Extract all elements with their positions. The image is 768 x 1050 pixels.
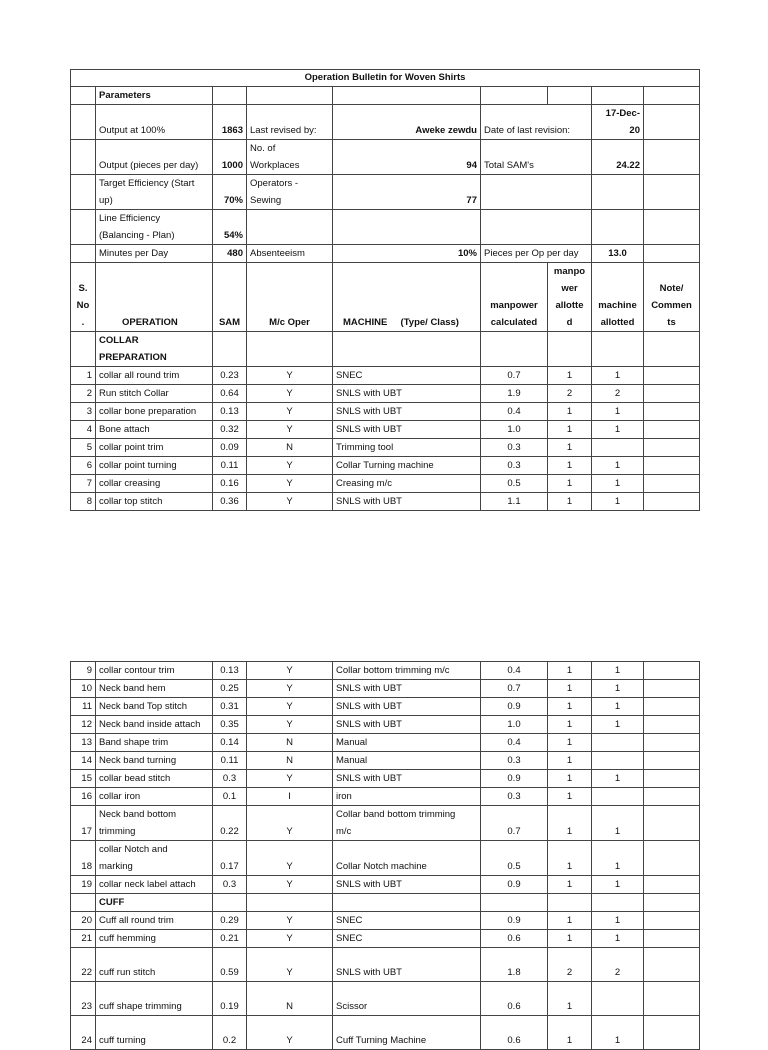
cell-no: 12 <box>71 716 96 734</box>
cell-mc: I <box>247 788 333 806</box>
cell-sam: 0.31 <box>213 698 247 716</box>
cell-ma <box>592 734 644 752</box>
cell-mp: 1 <box>548 403 592 421</box>
section-row-cuff <box>71 894 700 912</box>
cell-machine: SNLS with UBT <box>333 421 481 439</box>
cell-mp: 1 <box>548 680 592 698</box>
table-row: 22 cuff run stitch 0.59 Y SNLS with UBT 1.8 2 2 <box>71 948 700 982</box>
header-machine: MACHINE (Type/ Class) <box>333 263 481 332</box>
cell-op: Band shape trim <box>96 734 213 752</box>
cell-mc: Y <box>247 475 333 493</box>
table-row <box>71 680 700 698</box>
header-mc-oper: M/c Oper <box>247 263 333 332</box>
cell-calc: 0.3 <box>481 752 548 770</box>
cell-sam: 0.14 <box>213 734 247 752</box>
cell-machine: SNLS with UBT <box>333 493 481 511</box>
header-manpower-calculated: manpower calculated <box>481 263 548 332</box>
cell-op: Neck band hem <box>96 680 213 698</box>
cell-calc: 0.4 <box>481 662 548 680</box>
operations-body-b <box>71 662 700 806</box>
table-row: 23 cuff shape trimming 0.19 N Scissor 0.6 1 <box>71 982 700 1016</box>
table-row <box>71 367 700 385</box>
cell-op: Neck band turning <box>96 752 213 770</box>
cell-sam: 0.1 <box>213 788 247 806</box>
table-row: 24 cuff turning 0.2 Y Cuff Turning Machine 0.6 1 1 <box>71 1016 700 1050</box>
cell-op: collar all round trim <box>96 367 213 385</box>
last-revised-value: Aweke zewdu <box>333 105 481 140</box>
cell-op: collar point trim <box>96 439 213 457</box>
cell-ma: 1 <box>592 770 644 788</box>
section-collar-preparation: COLLAR PREPARATION <box>96 332 213 367</box>
cell-no: 8 <box>71 493 96 511</box>
workplaces-value: 94 <box>333 140 481 175</box>
cell-machine: Manual <box>333 734 481 752</box>
minutes-per-day-label: Minutes per Day <box>96 245 213 263</box>
table-row <box>71 930 700 948</box>
cell-mp: 1 <box>548 734 592 752</box>
cell-calc: 1.0 <box>481 716 548 734</box>
cell-mc: Y <box>247 421 333 439</box>
cell-no: 13 <box>71 734 96 752</box>
header-manpower-allotted: manpo wer allotte d <box>548 263 592 332</box>
cell-machine: Collar Turning machine <box>333 457 481 475</box>
cell-sam: 0.3 <box>213 770 247 788</box>
cell-mp: 1 <box>548 912 592 930</box>
cell-machine: Trimming tool <box>333 439 481 457</box>
cell-sam: 0.11 <box>213 457 247 475</box>
cell-ma: 1 <box>592 930 644 948</box>
cell-machine: SNEC <box>333 930 481 948</box>
table-row <box>71 734 700 752</box>
table-row <box>71 912 700 930</box>
cell-sam: 0.21 <box>213 930 247 948</box>
header-operation: OPERATION <box>96 263 213 332</box>
header-sam: SAM <box>213 263 247 332</box>
output-100-value: 1863 <box>213 105 247 140</box>
cell-sam: 0.35 <box>213 716 247 734</box>
cell-op: Bone attach <box>96 421 213 439</box>
minutes-per-day-value: 480 <box>213 245 247 263</box>
cell-mc: Y <box>247 716 333 734</box>
absenteeism-label: Absenteeism <box>247 245 333 263</box>
cell-no: 9 <box>71 662 96 680</box>
cell-ma: 1 <box>592 475 644 493</box>
section-row-collar <box>71 332 700 367</box>
cell-sam: 0.23 <box>213 367 247 385</box>
cell-calc: 0.9 <box>481 770 548 788</box>
cell-mp: 1 <box>548 662 592 680</box>
cell-machine: SNLS with UBT <box>333 385 481 403</box>
cell-mc: Y <box>247 912 333 930</box>
output-day-value: 1000 <box>213 140 247 175</box>
cell-op: collar contour trim <box>96 662 213 680</box>
cell-no: 21 <box>71 930 96 948</box>
cell-mp: 1 <box>548 752 592 770</box>
cell-op: Cuff all round trim <box>96 912 213 930</box>
cell-calc: 1.0 <box>481 421 548 439</box>
cell-mp: 1 <box>548 439 592 457</box>
cell-sam: 0.36 <box>213 493 247 511</box>
cell-sam: 0.11 <box>213 752 247 770</box>
cell-machine: SNEC <box>333 912 481 930</box>
table-row <box>71 662 700 680</box>
total-sam-value: 24.22 <box>592 140 644 175</box>
cell-machine: SNLS with UBT <box>333 716 481 734</box>
cell-mp: 1 <box>548 930 592 948</box>
table-row: 18 collar Notch and marking 0.17 Y Collar Notch machine 0.5 1 1 <box>71 841 700 876</box>
cell-calc: 0.7 <box>481 367 548 385</box>
cell-machine: SNLS with UBT <box>333 680 481 698</box>
operation-bulletin-table-page-1 <box>70 69 700 511</box>
output-day-label: Output (pieces per day) <box>96 140 213 175</box>
cell-mp: 1 <box>548 367 592 385</box>
date-value: 17-Dec- 20 <box>592 105 644 140</box>
table-row <box>71 716 700 734</box>
operators-value: 77 <box>333 175 481 210</box>
cell-ma: 1 <box>592 698 644 716</box>
cell-no: 6 <box>71 457 96 475</box>
cell-calc: 1.1 <box>481 493 548 511</box>
table-row: 17 Neck band bottom trimming 0.22 Y Collar band bottom trimming m/c 0.7 1 1 <box>71 806 700 841</box>
operations-body-a <box>71 367 700 511</box>
cell-ma: 1 <box>592 421 644 439</box>
operation-bulletin-table-page-2 <box>70 661 700 1050</box>
cell-no: 20 <box>71 912 96 930</box>
pieces-per-op-value: 13.0 <box>592 245 644 263</box>
cell-mc: N <box>247 752 333 770</box>
line-efficiency-value: 54% <box>213 210 247 245</box>
cell-mc: Y <box>247 403 333 421</box>
cell-mc: Y <box>247 930 333 948</box>
cell-sam: 0.16 <box>213 475 247 493</box>
cell-mp: 1 <box>548 788 592 806</box>
cell-calc: 0.3 <box>481 439 548 457</box>
operators-label: Operators - Sewing <box>247 175 333 210</box>
cell-op: collar point turning <box>96 457 213 475</box>
cell-ma: 1 <box>592 403 644 421</box>
cell-mp: 1 <box>548 421 592 439</box>
cell-machine: SNLS with UBT <box>333 698 481 716</box>
cell-calc: 0.4 <box>481 734 548 752</box>
cell-sam: 0.09 <box>213 439 247 457</box>
cell-calc: 0.7 <box>481 680 548 698</box>
cell-no: 3 <box>71 403 96 421</box>
header-sno: S. No . <box>71 263 96 332</box>
cell-mc: Y <box>247 662 333 680</box>
table-row <box>71 403 700 421</box>
cell-ma: 1 <box>592 680 644 698</box>
cell-mc: Y <box>247 698 333 716</box>
absenteeism-value: 10% <box>333 245 481 263</box>
cell-calc: 0.6 <box>481 930 548 948</box>
cell-calc: 0.3 <box>481 788 548 806</box>
cell-calc: 1.9 <box>481 385 548 403</box>
cell-mc: Y <box>247 680 333 698</box>
workplaces-label: No. of Workplaces <box>247 140 333 175</box>
cell-mp: 1 <box>548 698 592 716</box>
table-row <box>71 457 700 475</box>
cell-ma: 1 <box>592 912 644 930</box>
cell-machine: SNLS with UBT <box>333 403 481 421</box>
table-row <box>71 698 700 716</box>
cell-mp: 1 <box>548 457 592 475</box>
cell-no: 1 <box>71 367 96 385</box>
cell-machine: SNEC <box>333 367 481 385</box>
cell-ma: 1 <box>592 662 644 680</box>
line-efficiency-label: Line Efficiency (Balancing - Plan) <box>96 210 213 245</box>
output-100-label: Output at 100% <box>96 105 213 140</box>
cell-op: collar creasing <box>96 475 213 493</box>
bulletin-title: Operation Bulletin for Woven Shirts <box>71 70 700 87</box>
cell-sam: 0.13 <box>213 662 247 680</box>
total-sam-label: Total SAM's <box>481 140 592 175</box>
cell-op: cuff hemming <box>96 930 213 948</box>
cell-ma: 1 <box>592 716 644 734</box>
cell-mc: Y <box>247 457 333 475</box>
cell-ma <box>592 788 644 806</box>
table-row <box>71 385 700 403</box>
section-cuff: CUFF <box>96 894 213 912</box>
cell-ma: 1 <box>592 457 644 475</box>
cell-op: collar top stitch <box>96 493 213 511</box>
cell-no: 4 <box>71 421 96 439</box>
cell-calc: 0.9 <box>481 912 548 930</box>
table-row <box>71 493 700 511</box>
cell-machine: Manual <box>333 752 481 770</box>
cell-machine: Creasing m/c <box>333 475 481 493</box>
cell-ma <box>592 439 644 457</box>
table-row <box>71 475 700 493</box>
parameters-label: Parameters <box>96 87 213 105</box>
cell-mc: Y <box>247 367 333 385</box>
cell-mc: N <box>247 439 333 457</box>
header-machine-allotted: machine allotted <box>592 263 644 332</box>
cell-ma <box>592 752 644 770</box>
cell-no: 11 <box>71 698 96 716</box>
cell-no: 15 <box>71 770 96 788</box>
cell-op: Neck band inside attach <box>96 716 213 734</box>
cell-mc: Y <box>247 493 333 511</box>
cell-sam: 0.32 <box>213 421 247 439</box>
cell-calc: 0.5 <box>481 475 548 493</box>
table-row <box>71 770 700 788</box>
cell-calc: 0.9 <box>481 698 548 716</box>
last-revised-label: Last revised by: <box>247 105 333 140</box>
cell-no: 10 <box>71 680 96 698</box>
cell-sam: 0.13 <box>213 403 247 421</box>
cell-sam: 0.64 <box>213 385 247 403</box>
cell-ma: 1 <box>592 493 644 511</box>
table-row: 19 collar neck label attach 0.3 Y SNLS with UBT 0.9 1 1 <box>71 876 700 894</box>
cell-mc: Y <box>247 385 333 403</box>
cell-no: 14 <box>71 752 96 770</box>
cell-op: collar bead stitch <box>96 770 213 788</box>
cell-op: Run stitch Collar <box>96 385 213 403</box>
cell-mp: 1 <box>548 770 592 788</box>
cell-no: 2 <box>71 385 96 403</box>
table-row <box>71 752 700 770</box>
cell-op: collar bone preparation <box>96 403 213 421</box>
pieces-per-op-label: Pieces per Op per day <box>481 245 592 263</box>
cell-no: 5 <box>71 439 96 457</box>
cell-mp: 1 <box>548 493 592 511</box>
cell-calc: 0.3 <box>481 457 548 475</box>
cell-machine: SNLS with UBT <box>333 770 481 788</box>
target-efficiency-label: Target Efficiency (Start up) <box>96 175 213 210</box>
target-efficiency-value: 70% <box>213 175 247 210</box>
cell-no: 16 <box>71 788 96 806</box>
cell-calc: 0.4 <box>481 403 548 421</box>
operations-body-c <box>71 912 700 948</box>
cell-no: 7 <box>71 475 96 493</box>
cell-machine: iron <box>333 788 481 806</box>
cell-sam: 0.25 <box>213 680 247 698</box>
table-row <box>71 439 700 457</box>
cell-mc: Y <box>247 770 333 788</box>
cell-op: collar iron <box>96 788 213 806</box>
cell-op: Neck band Top stitch <box>96 698 213 716</box>
date-label: Date of last revision: <box>481 105 592 140</box>
cell-ma: 2 <box>592 385 644 403</box>
cell-mp: 2 <box>548 385 592 403</box>
table-row <box>71 421 700 439</box>
cell-mc: N <box>247 734 333 752</box>
cell-sam: 0.29 <box>213 912 247 930</box>
cell-ma: 1 <box>592 367 644 385</box>
table-row <box>71 788 700 806</box>
column-header-row <box>71 263 700 332</box>
cell-mp: 1 <box>548 475 592 493</box>
header-notes: Note/ Commen ts <box>644 263 700 332</box>
cell-machine: Collar bottom trimming m/c <box>333 662 481 680</box>
cell-mp: 1 <box>548 716 592 734</box>
